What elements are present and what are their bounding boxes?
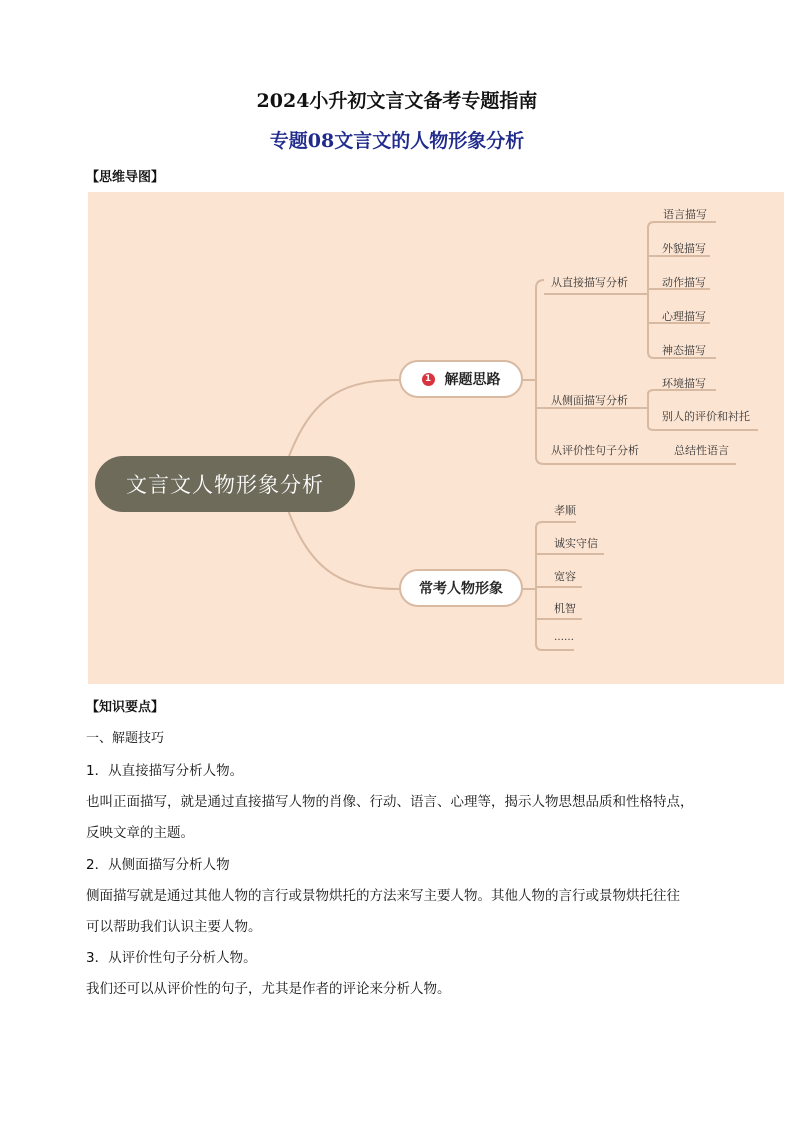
mindmap-group-indirect: 从侧面描写分析 — [551, 394, 628, 407]
content-heading: 一、解题技巧 — [86, 731, 165, 746]
mind-map-connectors — [88, 192, 784, 684]
mindmap-leaf: 语言描写 — [663, 208, 707, 221]
mindmap-branch-solving-approach — [399, 360, 523, 398]
point1-text: 也叫正面描写，就是通过直接描写人物的肖像、行动、语言、心理等，揭示人物思想品质和性格特点， — [86, 794, 694, 810]
mindmap-leaf: 机智 — [554, 602, 576, 615]
connector-branch1-group3 — [536, 380, 544, 464]
mindmap-leaf: 孝顺 — [554, 504, 576, 517]
mindmap-group-evaluative: 从评价性句子分析 — [551, 444, 639, 457]
point1-text: 反映文章的主题。 — [86, 825, 194, 841]
knowledge-section-label: 【知识要点】 — [86, 700, 165, 715]
mindmap-leaf: …… — [554, 632, 574, 643]
mindmap-leaf: 环境描写 — [662, 377, 706, 390]
mindmap-leaf: 诚实守信 — [554, 537, 598, 550]
document-title: 2024小升初文言文备考专题指南 — [256, 90, 538, 112]
mindmap-leaf: 心理描写 — [662, 310, 706, 323]
mind-map — [88, 192, 784, 684]
mindmap-leaf: 别人的评价和衬托 — [662, 410, 750, 423]
branch-label: 常考人物形象 — [419, 581, 503, 597]
connector-root-branch1 — [288, 380, 400, 459]
point3-text: 我们还可以从评价性的句子，尤其是作者的评论来分析人物。 — [86, 981, 451, 997]
mindmap-section-label: 【思维导图】 — [86, 170, 165, 185]
point2-text: 侧面描写就是通过其他人物的言行或景物烘托的方法来写主要人物。其他人物的言行或景物烘托往往 — [86, 888, 680, 904]
mindmap-leaf: 动作描写 — [662, 276, 706, 289]
mindmap-leaf: 宽容 — [554, 570, 576, 583]
mindmap-group-direct: 从直接描写分析 — [551, 276, 628, 289]
document-subtitle: 专题08文言文的人物形象分析 — [269, 130, 525, 152]
mindmap-leaf: 总结性语言 — [674, 444, 729, 457]
point2-text: 可以帮助我们认识主要人物。 — [86, 919, 262, 935]
point2-title: 2．从侧面描写分析人物 — [86, 857, 230, 873]
point1-title: 1．从直接描写分析人物。 — [86, 763, 244, 779]
connector-branch1-group1 — [522, 280, 544, 380]
mindmap-leaf: 神态描写 — [662, 344, 706, 357]
mindmap-leaf: 外貌描写 — [662, 242, 706, 255]
mindmap-branch-common-characters — [399, 569, 523, 607]
number-badge-icon: 1 — [422, 373, 435, 386]
mindmap-root-node: 文言文人物形象分析 — [95, 456, 355, 512]
branch-label: 解题思路 — [444, 372, 501, 388]
point3-title: 3．从评价性句子分析人物。 — [86, 950, 257, 966]
connector-root-branch2 — [288, 510, 400, 589]
